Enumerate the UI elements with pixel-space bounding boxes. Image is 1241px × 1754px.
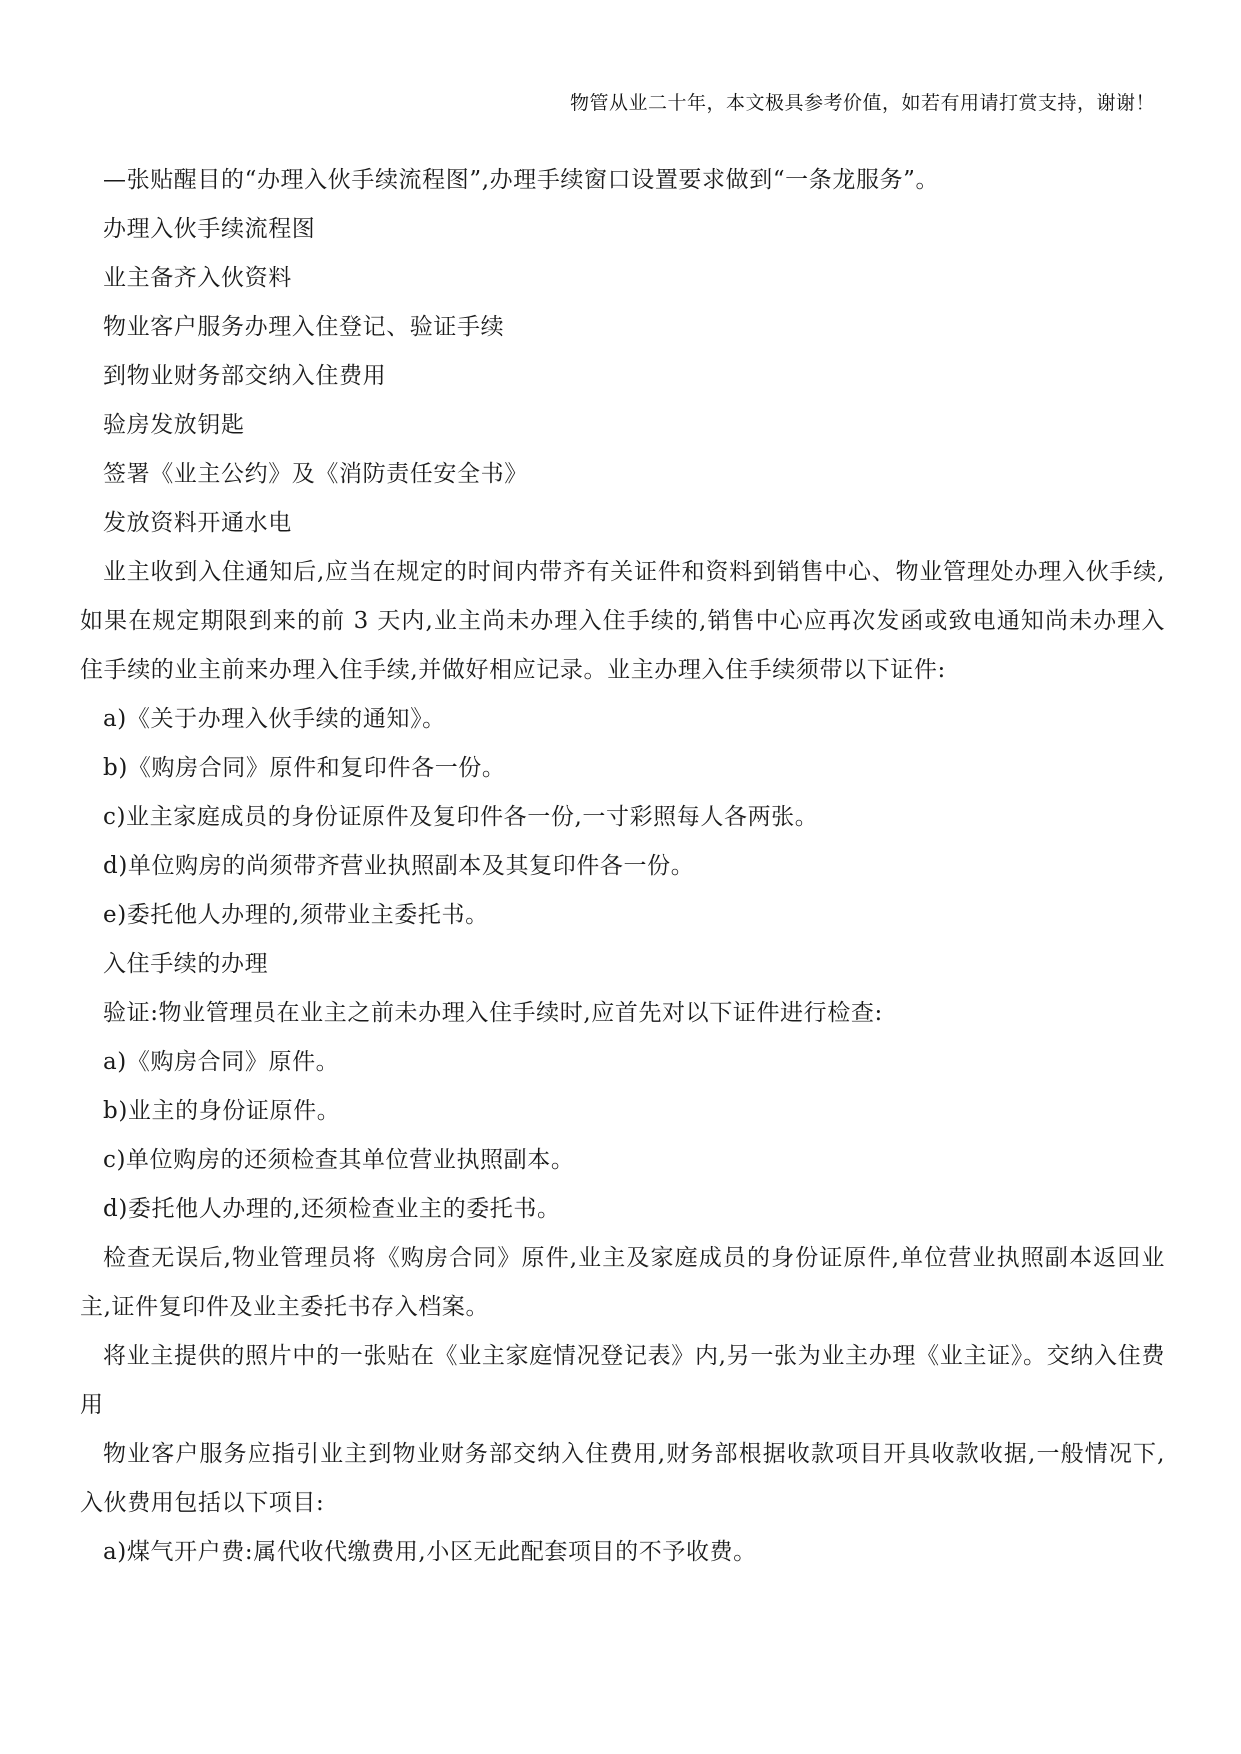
paragraph: a)煤气开户费:属代收代缴费用,小区无此配套项目的不予收费。 — [103, 1539, 757, 1565]
paragraph: 业主收到入住通知后,应当在规定的时间内带齐有关证件和资料到销售中心、物业管理处办理入伙手续,如果在规定期限到来的前 3 天内,业主尚未办理入住手续的,销售中心应再次发函或致电通知尚未办理入住手续的业主前来办理入住手续,并做好相应记录。业主办理入住手续须带以下证件: — [80, 559, 1165, 683]
paragraph: e)委托他人办理的,须带业主委托书。 — [103, 902, 489, 928]
paragraph: 入住手续的办理 — [103, 951, 269, 977]
paragraph: b)《购房合同》原件和复印件各一份。 — [103, 755, 506, 781]
paragraph: 办理入伙手续流程图 — [103, 216, 316, 242]
paragraph: —张贴醒目的“办理入伙手续流程图”,办理手续窗口设置要求做到“一条龙服务”。 — [103, 167, 940, 193]
paragraph: 到物业财务部交纳入住费用 — [103, 363, 387, 389]
paragraph: d)单位购房的尚须带齐营业执照副本及其复印件各一份。 — [103, 853, 695, 879]
paragraph: c)单位购房的还须检查其单位营业执照副本。 — [103, 1147, 575, 1173]
paragraph: b)业主的身份证原件。 — [103, 1098, 341, 1124]
paragraph: d)委托他人办理的,还须检查业主的委托书。 — [103, 1196, 561, 1222]
paragraph: 发放资料开通水电 — [103, 510, 292, 536]
header-note: 物管从业二十年，本文极具参考价值，如若有用请打赏支持，谢谢！ — [569, 92, 1155, 114]
paragraph: 检查无误后,物业管理员将《购房合同》原件,业主及家庭成员的身份证原件,单位营业执照副本返回业主,证件复印件及业主委托书存入档案。 — [80, 1245, 1165, 1320]
paragraph: 物业客户服务应指引业主到物业财务部交纳入住费用,财务部根据收款项目开具收款收据,一般情况下,入伙费用包括以下项目: — [80, 1441, 1165, 1516]
paragraph: 业主备齐入伙资料 — [103, 265, 292, 291]
paragraph: 验房发放钥匙 — [103, 412, 245, 438]
paragraph: 物业客户服务办理入住登记、验证手续 — [103, 314, 505, 340]
paragraph: c)业主家庭成员的身份证原件及复印件各一份,一寸彩照每人各两张。 — [103, 804, 819, 830]
paragraph: 验证:物业管理员在业主之前未办理入住手续时,应首先对以下证件进行检查: — [103, 1000, 883, 1026]
paragraph: 将业主提供的照片中的一张贴在《业主家庭情况登记表》内,另一张为业主办理《业主证》。交纳入住费用 — [80, 1343, 1165, 1418]
paragraph: a)《关于办理入伙手续的通知》。 — [103, 706, 446, 732]
document-body — [80, 156, 1165, 1577]
paragraph: 签署《业主公约》及《消防责任安全书》 — [103, 461, 528, 487]
paragraph: a)《购房合同》原件。 — [103, 1049, 340, 1075]
